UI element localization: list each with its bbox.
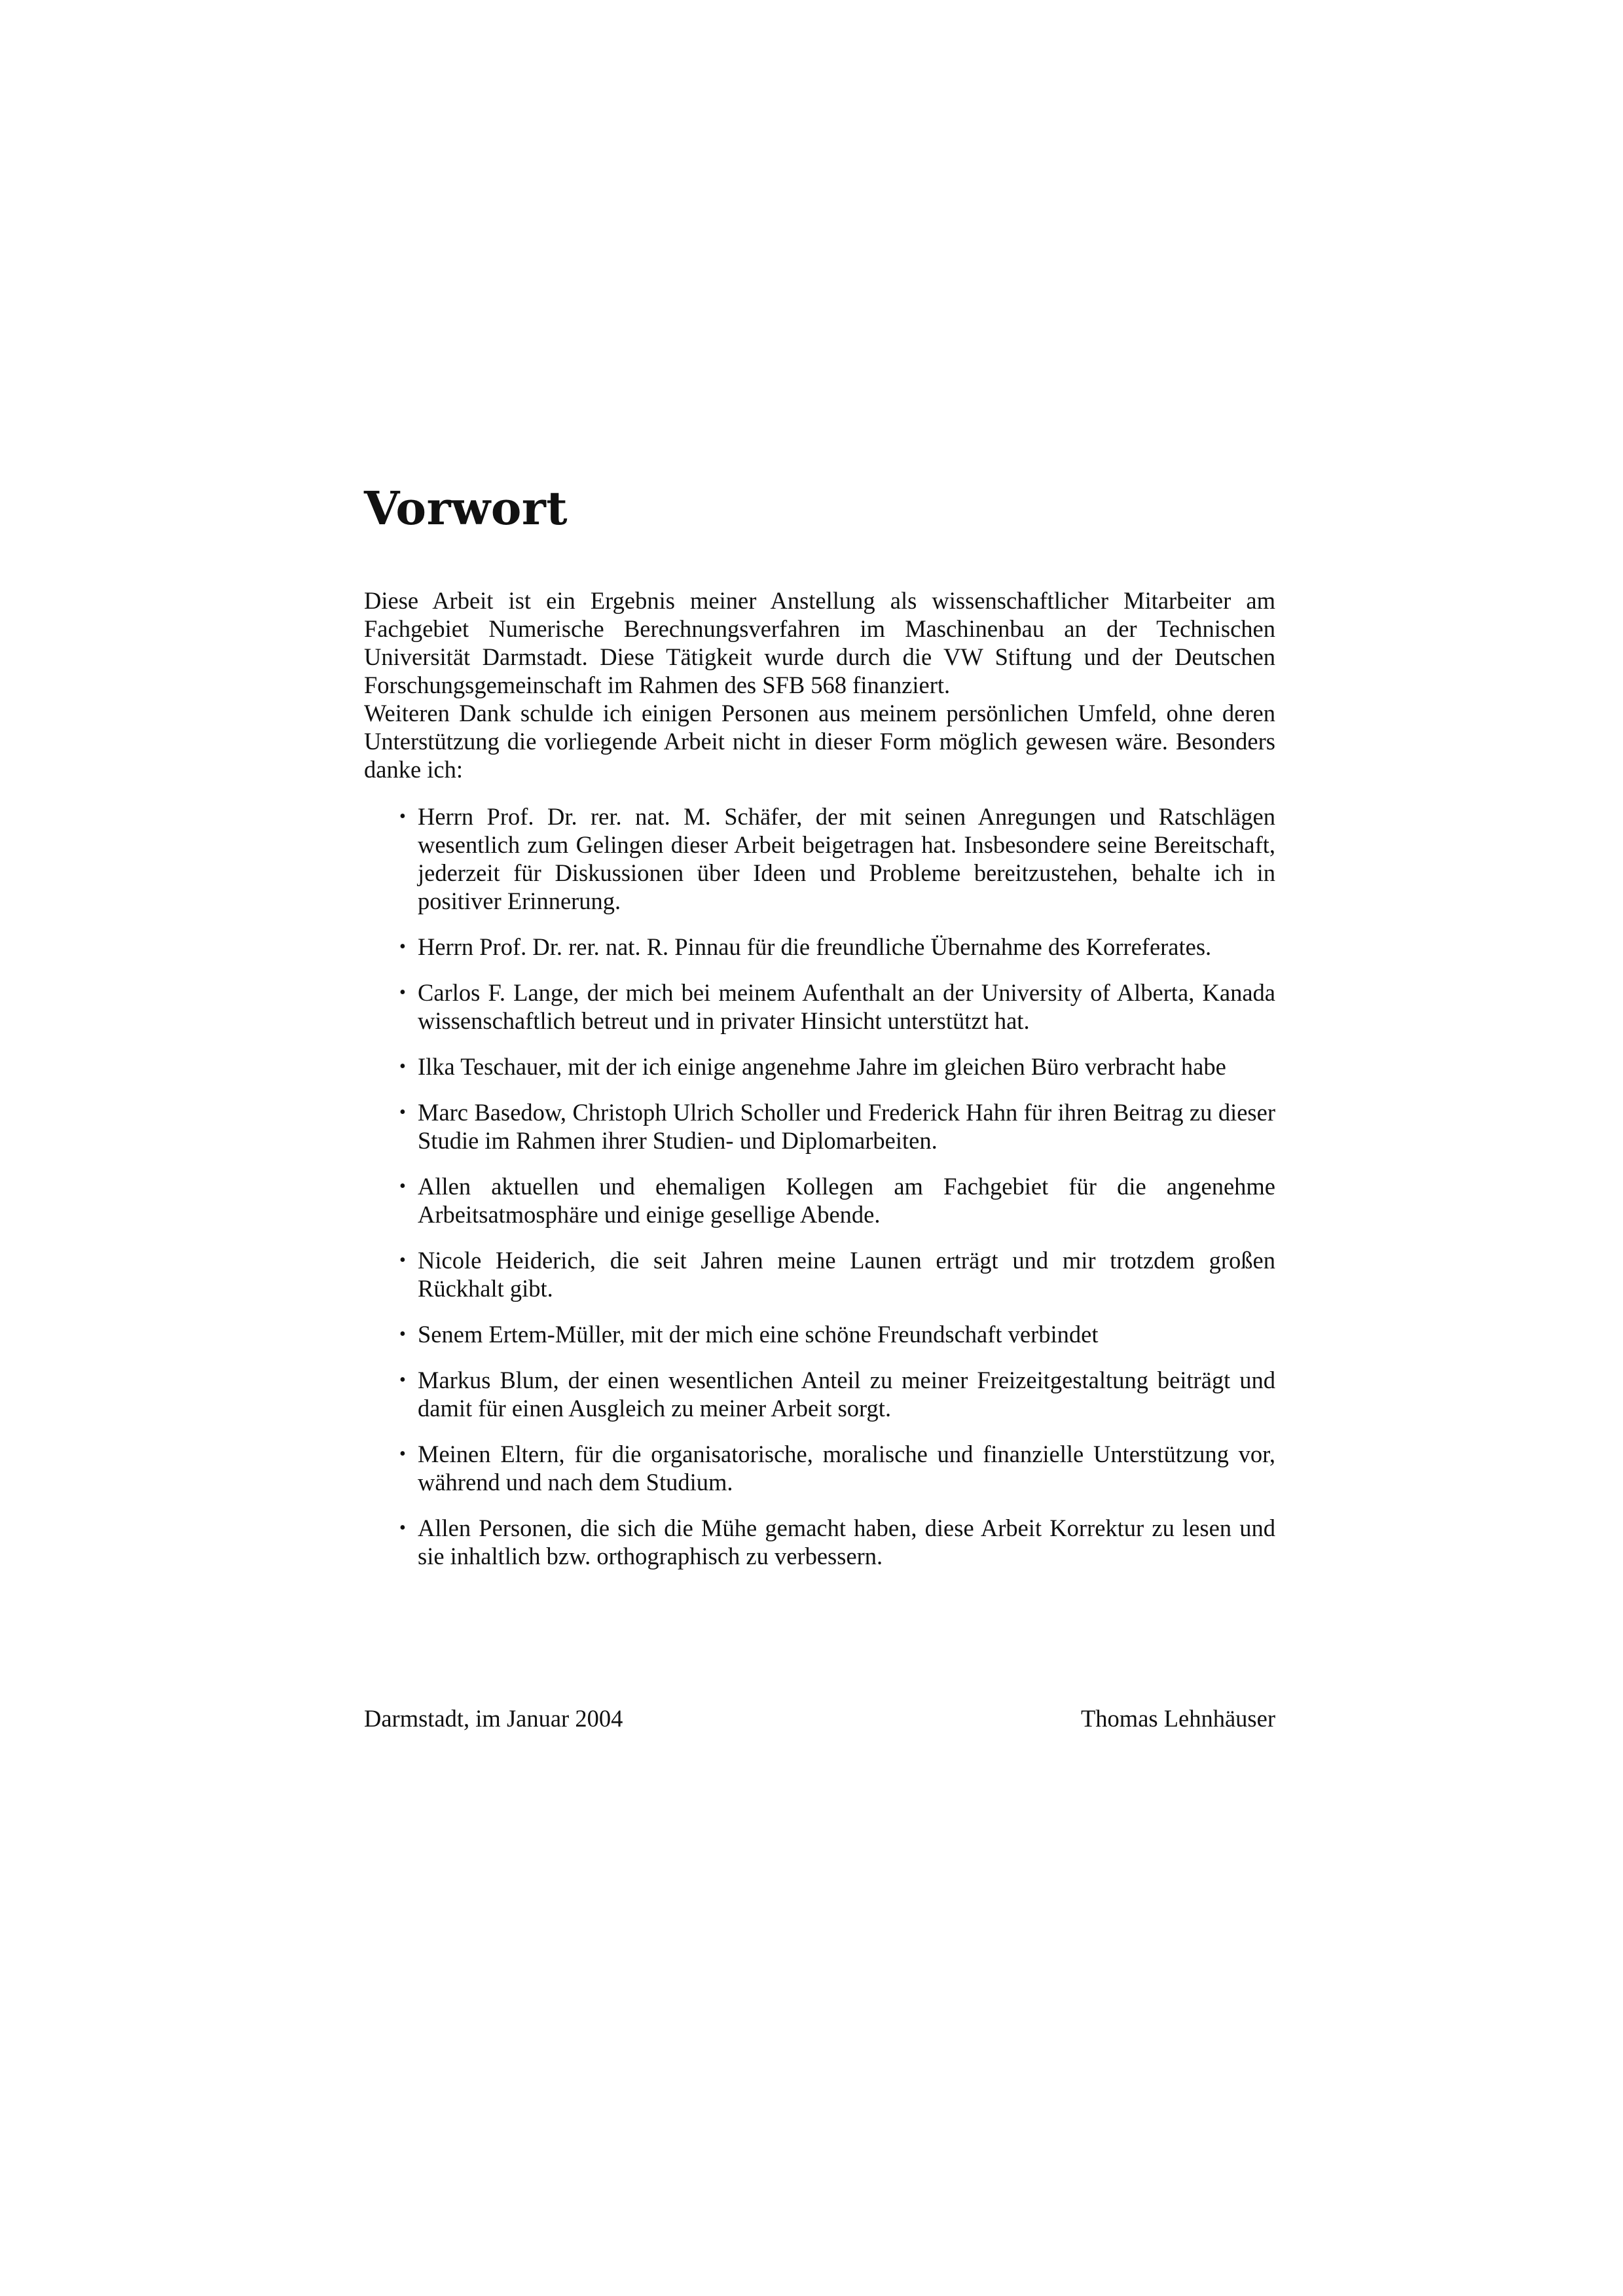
list-item-text: Ilka Teschauer, mit der ich einige angenehme Jahre im gleichen Büro verbracht habe [418,1053,1226,1080]
bullet-icon: • [399,1518,406,1538]
list-item-text: Allen Personen, die sich die Mühe gemacht haben, diese Arbeit Korrektur zu lesen und sie inhaltlich bzw. orthographisch zu verbessern. [418,1515,1275,1570]
bullet-icon: • [399,1370,406,1390]
list-item-text: Allen aktuellen und ehemaligen Kollegen am Fachgebiet für die angenehme Arbeitsatmosphäre und einige gesellige Abende. [418,1173,1275,1228]
bullet-icon: • [399,1324,406,1344]
list-item [364,1246,1275,1302]
bullet-icon: • [399,1176,406,1196]
list-item [364,1052,1275,1081]
list-item [364,1514,1275,1570]
author-name: Thomas Lehnhäuser [1081,1705,1275,1732]
page-title: Vorwort [364,481,568,535]
list-item-text: Meinen Eltern, für die organisatorische, moralische und finanzielle Unterstützung vor, während und nach dem Studium. [418,1441,1275,1496]
place-and-date: Darmstadt, im Januar 2004 [364,1705,623,1732]
list-item [364,802,1275,915]
list-item [364,1366,1275,1422]
list-item [364,978,1275,1035]
bullet-icon: • [399,806,406,827]
list-item-text: Carlos F. Lange, der mich bei meinem Aufenthalt an der University of Alberta, Kanada wissenschaftlich betreut und in privater Hinsicht unterstützt hat. [418,979,1275,1034]
list-item [364,933,1275,961]
list-item-text: Herrn Prof. Dr. rer. nat. M. Schäfer, der mit seinen Anregungen und Ratschlägen wesentlich zum Gelingen dieser Arbeit beigetragen hat. Insbesondere seine Bereitschaft, jederzeit für Diskussionen über Ideen und Probleme bereitzustehen, behalte ich in positiver Erinnerung. [418,803,1275,914]
bullet-icon: • [399,1444,406,1464]
bullet-icon: • [399,1056,406,1077]
intro-paragraph: Diese Arbeit ist ein Ergebnis meiner Anstellung als wissenschaftlicher Mitarbeiter am Fachgebiet Numerische Berechnungsverfahren im Maschinenbau an der Technischen Universität Darmstadt. Diese Tätigkeit wurde durch die VW Stiftung und der Deutschen Forschungsgemeinschaft im Rahmen des SFB 568 finanziert. [364,587,1275,698]
acknowledgement-list [364,802,1275,1588]
list-item [364,1320,1275,1348]
intro-paragraph: Weiteren Dank schulde ich einigen Personen aus meinem persönlichen Umfeld, ohne deren Unterstützung die vorliegende Arbeit nicht in dieser Form möglich gewesen wäre. Besonders danke ich: [364,700,1275,783]
bullet-icon: • [399,1102,406,1122]
list-item [364,1098,1275,1155]
bullet-icon: • [399,982,406,1003]
list-item-text: Nicole Heiderich, die seit Jahren meine Launen erträgt und mir trotzdem großen Rückhalt gibt. [418,1247,1275,1302]
list-item-text: Markus Blum, der einen wesentlichen Anteil zu meiner Freizeitgestaltung beiträgt und damit für einen Ausgleich zu meiner Arbeit sorgt. [418,1367,1275,1422]
list-item-text: Senem Ertem-Müller, mit der mich eine schöne Freundschaft verbindet [418,1321,1099,1348]
list-item-text: Marc Basedow, Christoph Ulrich Scholler und Frederick Hahn für ihren Beitrag zu dieser Studie im Rahmen ihrer Studien- und Diplomarbeiten. [418,1099,1275,1154]
bullet-icon: • [399,1250,406,1270]
list-item-text: Herrn Prof. Dr. rer. nat. R. Pinnau für die freundliche Übernahme des Korreferates. [418,933,1212,960]
list-item [364,1172,1275,1229]
bullet-icon: • [399,937,406,957]
list-item [364,1440,1275,1496]
intro-text [364,586,1275,783]
